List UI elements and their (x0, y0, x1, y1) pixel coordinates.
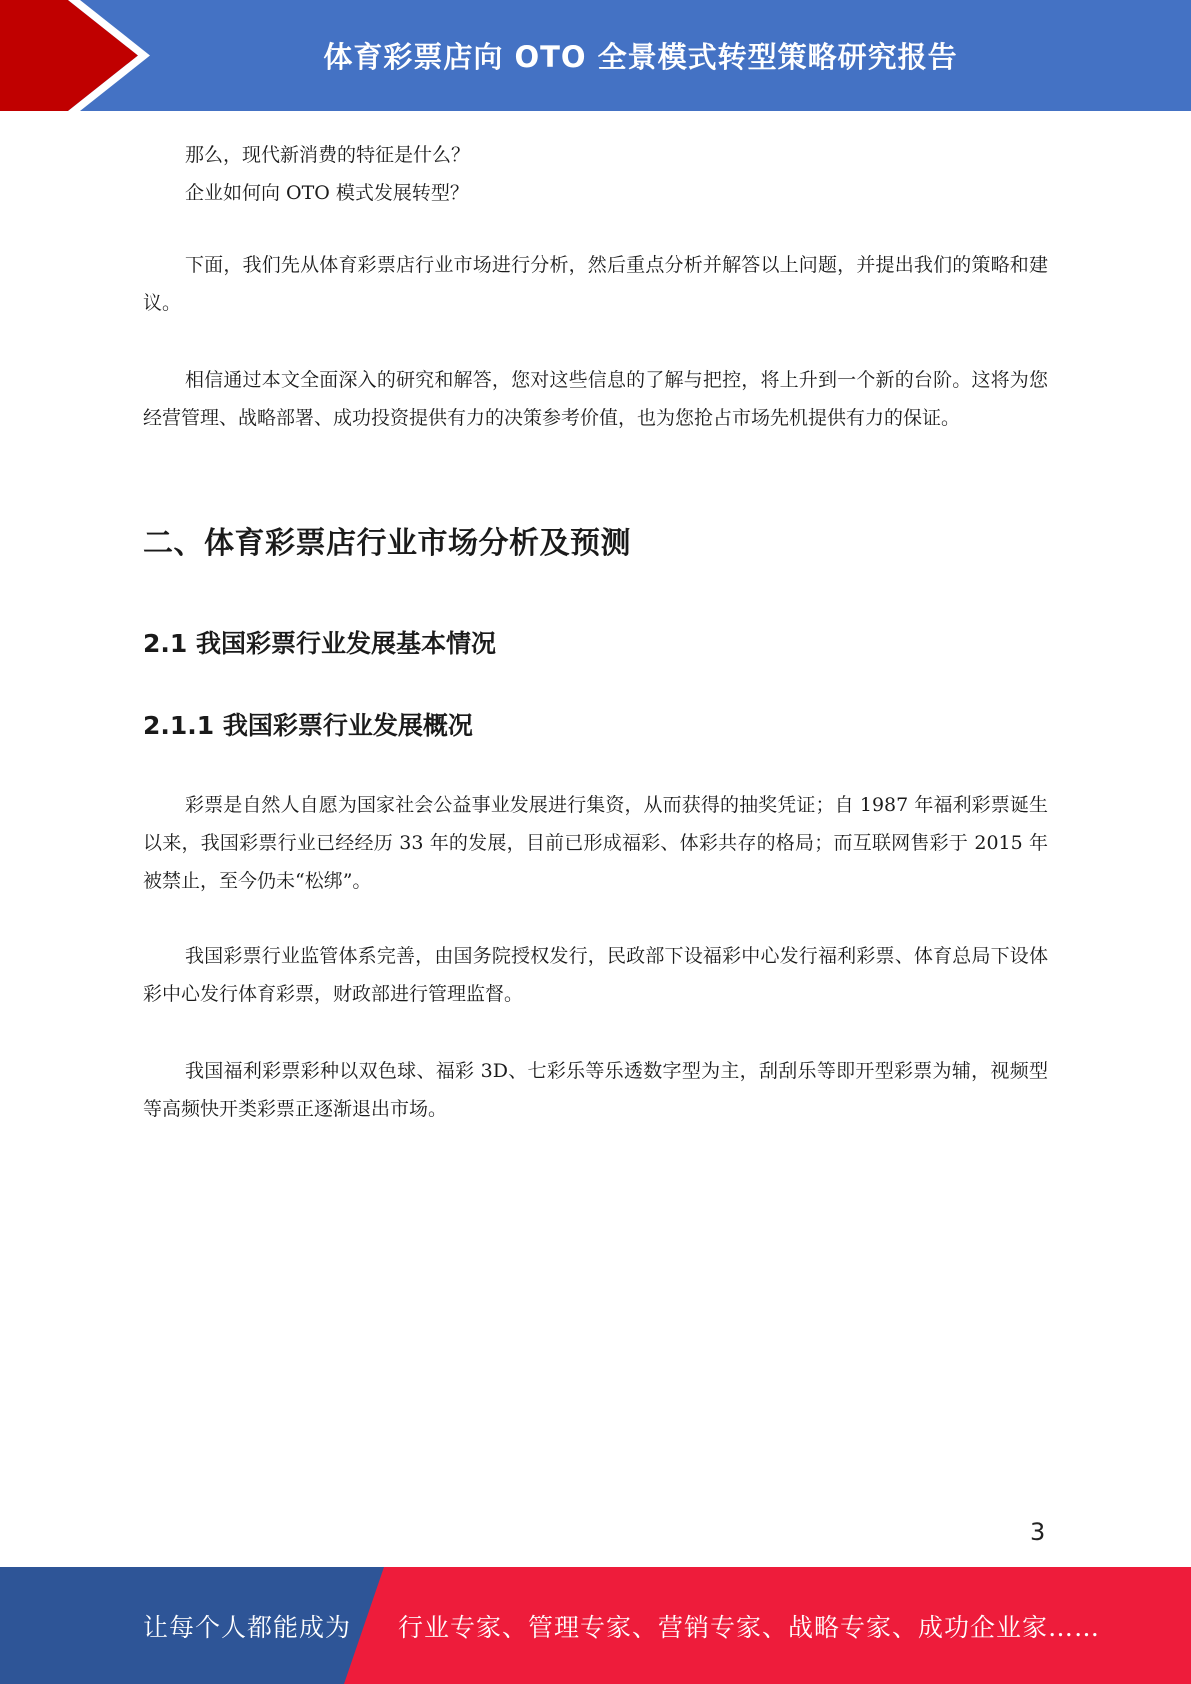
page-number: 3 (1030, 1518, 1046, 1546)
footer-slogan-left: 让每个人都能成为 (143, 1612, 352, 1642)
paragraph-lottery-overview: 彩票是自然人自愿为国家社会公益事业发展进行集资，从而获得的抽奖凭证；自 1987 年福利彩票诞生以来，我国彩票行业已经经历 33 年的发展，目前已形成福彩、体彩共存的格局；而互联网售彩于 2015 年被禁止，至今仍未“松绑”。 (143, 794, 1048, 892)
paragraph-next-steps: 下面，我们先从体育彩票店行业市场进行分析，然后重点分析并解答以上问题，并提出我们的策略和建议。 (143, 254, 1048, 314)
paragraph-regulation: 我国彩票行业监管体系完善，由国务院授权发行，民政部下设福彩中心发行福利彩票、体育总局下设体彩中心发行体育彩票，财政部进行管理监督。 (143, 945, 1048, 1005)
paragraph-believe: 相信通过本文全面深入的研究和解答，您对这些信息的了解与把控，将上升到一个新的台阶。这将为您经营管理、战略部署、成功投资提供有力的决策参考价值，也为您抢占市场先机提供有力的保证。 (143, 369, 1048, 429)
intro-question-2: 企业如何向 OTO 模式发展转型？ (185, 182, 469, 204)
subsubsection-heading: 2.1.1 我国彩票行业发展概况 (143, 711, 473, 740)
page-header (0, 0, 1191, 111)
report-title: 体育彩票店向 OTO 全景模式转型策略研究报告 (323, 40, 958, 74)
intro-question-1: 那么，现代新消费的特征是什么？ (185, 144, 471, 166)
section-heading: 二、体育彩票店行业市场分析及预测 (143, 526, 631, 561)
footer-slogan-right: 行业专家、管理专家、营销专家、战略专家、成功企业家…… (398, 1612, 1101, 1642)
subsection-heading: 2.1 我国彩票行业发展基本情况 (143, 629, 496, 658)
paragraph-lottery-types: 我国福利彩票彩种以双色球、福彩 3D、七彩乐等乐透数字型为主，刮刮乐等即开型彩票为辅，视频型等高频快开类彩票正逐渐退出市场。 (143, 1060, 1048, 1120)
page-footer (0, 1567, 1191, 1684)
